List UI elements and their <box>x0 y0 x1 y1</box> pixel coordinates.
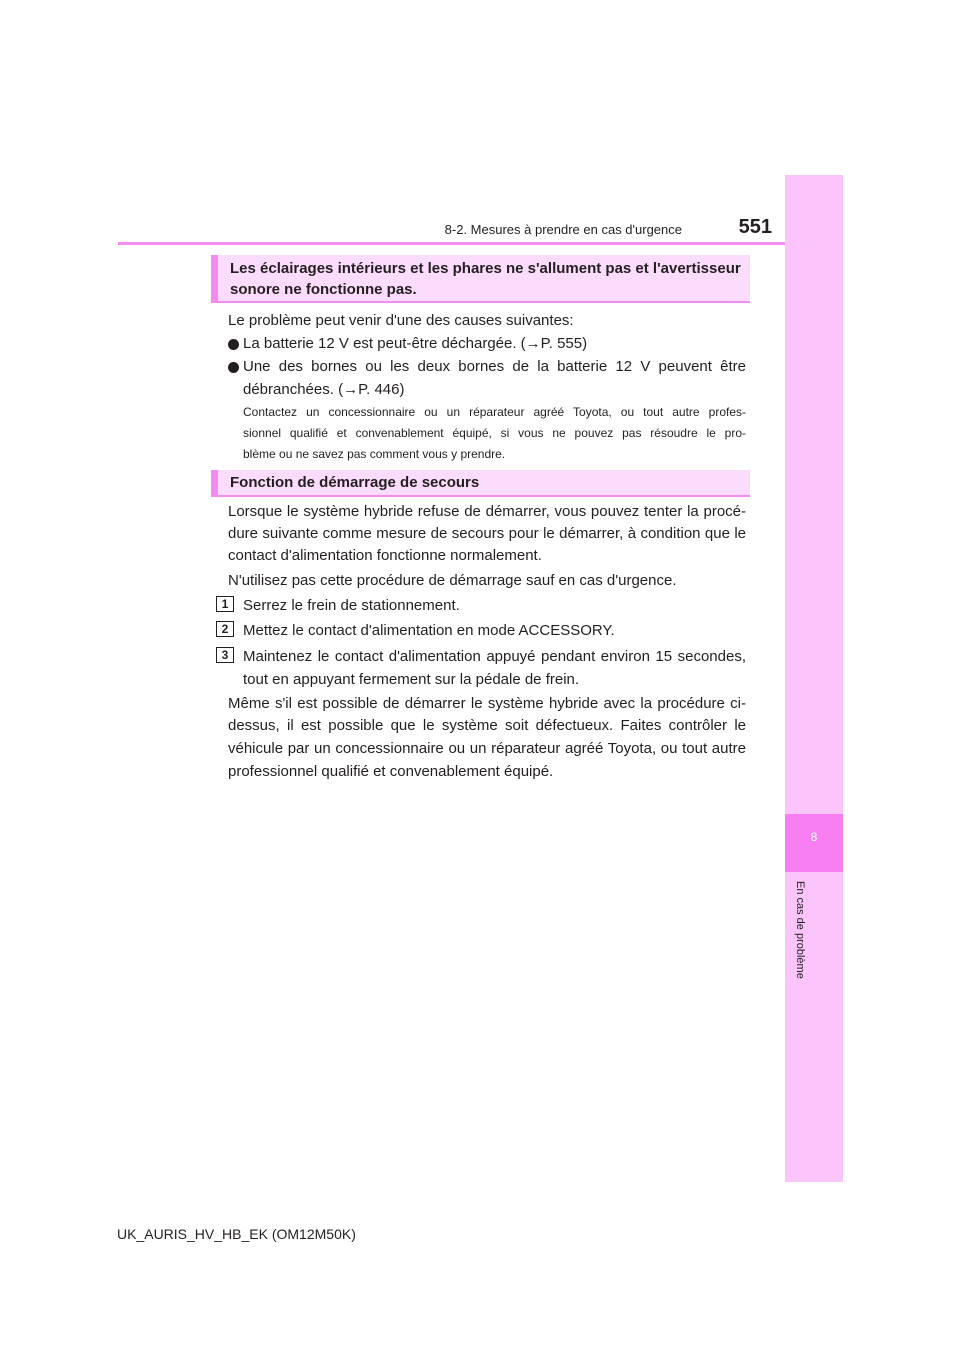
header-rule <box>118 242 786 245</box>
chapter-label: En cas de problème <box>794 881 806 979</box>
side-tab <box>785 175 843 1182</box>
paragraph-line: dure suivante comme mesure de secours pour le démarrer, à condition que le <box>228 525 746 542</box>
note-text: blème ou ne savez pas comment vous y prendre. <box>243 447 506 461</box>
step-number: 2 <box>216 621 234 637</box>
paragraph-line: véhicule par un concessionnaire ou un réparateur agréé Toyota, ou tout autre <box>228 740 746 757</box>
model-code: UK_AURIS_HV_HB_EK (OM12M50K) <box>117 1226 356 1242</box>
paragraph-line: contact d'alimentation fonctionne normalement. <box>228 547 542 564</box>
section-title: 8-2. Mesures à prendre en cas d'urgence <box>444 222 682 237</box>
note-text: sionnel qualifié et convenablement équipé, si vous ne pouvez pas résoudre le pro- <box>243 426 746 440</box>
step-text-continued: tout en appuyant fermement sur la pédale de frein. <box>243 671 580 688</box>
section-heading-lights <box>211 255 750 303</box>
heading-line-1: Les éclairages intérieurs et les phares ne s'allument pas et l'avertisseur <box>230 260 741 277</box>
paragraph-line: dessus, il est possible que le système soit défectueux. Faites contrôler le <box>228 717 746 734</box>
bullet-icon <box>228 362 239 373</box>
step-text: Maintenez le contact d'alimentation appuyé pendant environ 15 secondes, <box>243 648 746 665</box>
paragraph-line: professionnel qualifié et convenablement équipé. <box>228 763 554 780</box>
heading-line-2: sonore ne fonctionne pas. <box>230 281 417 298</box>
paragraph-line: Lorsque le système hybride refuse de démarrer, vous pouvez tenter la procé- <box>228 503 746 520</box>
note-text: Contactez un concessionnaire ou un réparateur agréé Toyota, ou tout autre profes- <box>243 405 746 419</box>
step-number: 3 <box>216 647 234 663</box>
heading-text: Fonction de démarrage de secours <box>230 474 480 491</box>
bullet-icon <box>228 339 239 350</box>
page-number: 551 <box>738 216 772 238</box>
section-heading-emergency-start <box>211 470 750 497</box>
step-number: 1 <box>216 596 234 612</box>
warning-text: N'utilisez pas cette procédure de démarrage sauf en cas d'urgence. <box>228 572 677 589</box>
chapter-number: 8 <box>810 830 818 844</box>
step-text: Mettez le contact d'alimentation en mode ACCESSORY. <box>243 622 615 639</box>
step-text: Serrez le frein de stationnement. <box>243 597 460 614</box>
intro-text: Le problème peut venir d'une des causes suivantes: <box>228 312 574 329</box>
bullet-item-continued: débranchées. (→P. 446) <box>243 381 405 398</box>
paragraph-line: Même s'il est possible de démarrer le système hybride avec la procédure ci- <box>228 695 746 712</box>
bullet-item: Une des bornes ou les deux bornes de la batterie 12 V peuvent être <box>243 358 746 375</box>
bullet-item: La batterie 12 V est peut-être déchargée. (→P. 555) <box>243 335 588 352</box>
